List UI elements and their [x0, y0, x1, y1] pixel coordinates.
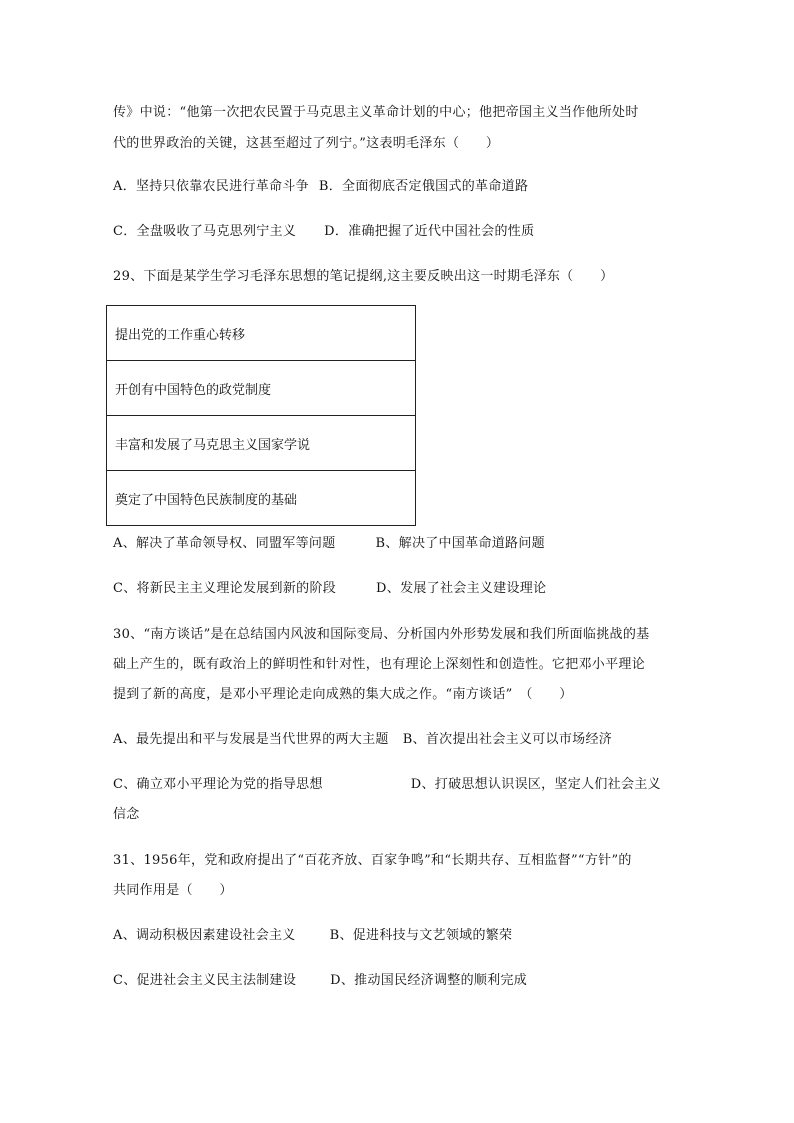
q29-options-cd: [113, 580, 546, 598]
table-cell: 提出党的工作重心转移: [107, 306, 416, 361]
q31-options-ab: [113, 927, 512, 945]
q30-option-c[interactable]: C、确立邓小平理论为党的指导思想: [113, 777, 323, 792]
q29-stem: 29、下面是某学生学习毛泽东思想的笔记提纲,这主要反映出这一时期毛泽东（ ）: [113, 269, 614, 284]
q30-options-ab: [113, 731, 612, 749]
q28-option-c[interactable]: C．全盘吸收了马克思列宁主义: [113, 224, 297, 239]
table-row: [107, 306, 416, 361]
q30-option-b[interactable]: B、首次提出社会主义可以市场经济: [402, 732, 613, 747]
q30-stem-line1: 30、“南方谈话”是在总结国内风波和国际变局、分析国内外形势发展和我们所面临挑战的基: [113, 627, 650, 642]
q29-option-d[interactable]: D、发展了社会主义建设理论: [376, 581, 547, 596]
q30-stem-line3: 提到了新的高度，是邓小平理论走向成熟的集大成之作。“南方谈话” （ ）: [113, 687, 573, 702]
q29-options-ab: [113, 535, 545, 553]
q29-option-c[interactable]: C、将新民主主义理论发展到新的阶段: [113, 581, 337, 596]
q28-option-a[interactable]: A．坚持只依靠农民进行革命斗争: [113, 179, 309, 194]
table-row: [107, 471, 416, 526]
q31-options-cd: [113, 972, 527, 990]
q28-stem-line2: 代的世界政治的关键，这甚至超过了列宁。”这表明毛泽东（ ）: [113, 136, 500, 151]
q31-option-c[interactable]: C、促进社会主义民主法制建设: [113, 973, 297, 988]
q29-option-b[interactable]: B、解决了中国革命道路问题: [375, 536, 545, 551]
table-row: [107, 416, 416, 471]
q28-options-cd: [113, 223, 534, 241]
q31-option-b[interactable]: B、促进科技与文艺领域的繁荣: [329, 928, 513, 943]
q29-option-a[interactable]: A、解决了革命领导权、同盟军等问题: [113, 536, 336, 551]
q30-option-a[interactable]: A、最先提出和平与发展是当代世界的两大主题: [113, 732, 389, 747]
table-cell: 开创有中国特色的政党制度: [107, 361, 416, 416]
table-cell: 奠定了中国特色民族制度的基础: [107, 471, 416, 526]
q31-option-d[interactable]: D、推动国民经济调整的顺利完成: [330, 973, 528, 988]
table-row: [107, 361, 416, 416]
q29-notes-table: [106, 305, 416, 526]
q31-stem-line2: 共同作用是（ ）: [113, 883, 233, 898]
q30-stem-line2: 础上产生的，既有政治上的鲜明性和针对性，也有理论上深刻性和创造性。它把邓小平理论: [113, 657, 646, 672]
q30-option-d[interactable]: D、打破思想认识误区，坚定人们社会主义: [410, 777, 661, 792]
q30-option-d-continued: 信念: [113, 807, 140, 822]
table-cell: 丰富和发展了马克思主义国家学说: [107, 416, 416, 471]
q28-options-ab: [113, 178, 528, 196]
q28-option-b[interactable]: B．全面彻底否定俄国式的革命道路: [318, 179, 529, 194]
q28-option-d[interactable]: D．准确把握了近代中国社会的性质: [324, 224, 535, 239]
q31-option-a[interactable]: A、调动积极因素建设社会主义: [113, 928, 296, 943]
q30-options-cd: [113, 776, 661, 794]
q28-stem-line1: 传》中说：“他第一次把农民置于马克思主义革命计划的中心；他把帝国主义当作他所处时: [113, 105, 639, 120]
q31-stem-line1: 31、1956年，党和政府提出了“百花齐放、百家争鸣”和“长期共存、互相监督”“方针”的: [113, 853, 632, 868]
